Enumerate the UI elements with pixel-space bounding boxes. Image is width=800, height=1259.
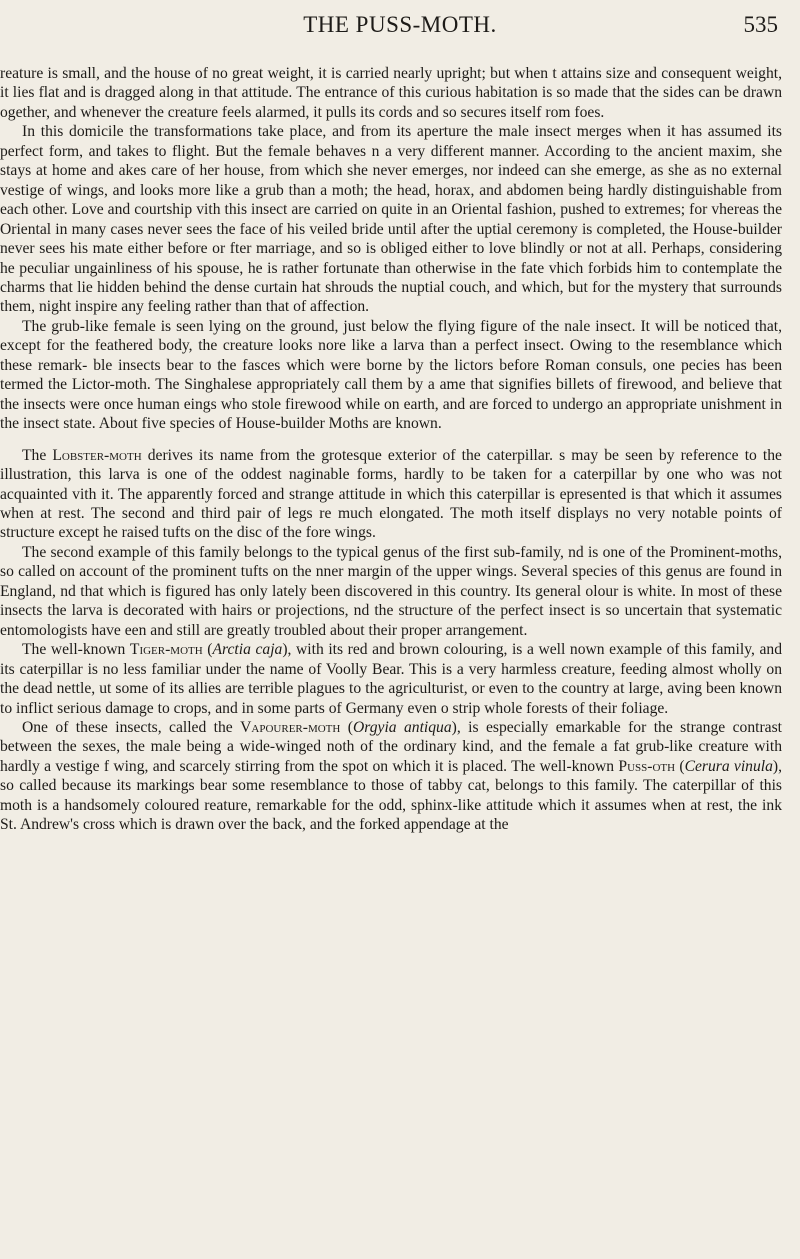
text-run: The grub-like female is seen lying on the ground, just below the flying figure of the nale insect. It will be noticed that, except for the feathered body, the creature looks nore like a larva than a perfect insect. Owing to the resemblance which these remark- ble insects bear to the fasces which were borne by the lictors before Roman consuls, one pecies has been termed the Lictor-moth. The Singhalese appropriately call them by a ame that signifies billets of firewood, and believe that the insects were once human eings who stole firewood while on earth, and are forced to undergo an appropriate unishment in the insect state. About five species of House-builder Moths are known.: [0, 317, 782, 433]
paragraph: [0, 446, 782, 543]
latin-name: Arctia caja: [212, 641, 283, 659]
running-title: THE PUSS-MOTH.: [303, 12, 497, 37]
body-text: [0, 64, 782, 835]
text-run: (: [340, 718, 353, 736]
small-caps-term: Tiger-moth: [129, 641, 203, 659]
paragraph: [0, 640, 782, 718]
paragraph: [0, 122, 782, 317]
text-run: The second example of this family belongs to the typical genus of the first sub-family, nd is one of the Prominent-moths, so called on account of the prominent tufts on the nner margin of the upper wings. Several species of this genus are found in England, nd that which is figured has only lately been discovered in this country. Its general olour is white. In most of these insects the larva is decorated with hairs or projections, nd the structure of the perfect insect is so uncertain that systematic entomologists have een and still are greatly troubled about their proper arrangement.: [0, 543, 782, 639]
paragraph: [0, 543, 782, 640]
small-caps-term: Vapourer-moth: [240, 718, 341, 736]
text-run: In this domicile the transformations take place, and from its aperture the male insect merges when it has assumed its perfect form, and takes to flight. But the female behaves n a very different manner. According to the ancient maxim, she stays at home and akes care of her house, from which she never emerges, nor indeed can she emerge, as she as no external vestige of wings, and looks more like a grub than a moth; the head, horax, and abdomen being hardly distinguishable from each other. Love and courtship vith this insect are carried on quite in an Oriental fashion, pushed to extremes; for vhereas the Oriental in many cases never sees the face of his veiled bride until after the uptial ceremony is completed, the House-builder never sees his mate either before or fter marriage, and so is obliged either to love blindly or not at all. Perhaps, considering he peculiar ungainliness of his spouse, he is rather fortunate than otherwise in the fate vhich forbids him to contemplate the charms that lie hidden behind the dense curtain hat shrouds the nuptial couch, and which, but for the mystery that surrounds them, night inspire any feeling rather than that of affection.: [0, 123, 782, 316]
page-number: 535: [743, 12, 778, 37]
latin-name: Orgyia antiqua: [352, 718, 452, 736]
paragraph: [0, 718, 782, 835]
text-run: (: [675, 757, 685, 775]
text-run: derives its name from the grotesque exterior of the caterpillar. s may be seen by reference to the illustration, this larva is one of the oddest naginable forms, hardly to be taken for a caterpillar by one who was not acquainted vith it. The apparently forced and strange attitude in which this caterpillar is epresented is that which it assumes when at rest. The second and third pair of legs re much elongated. The moth itself displays no very notable points of structure except he raised tufts on the disc of the fore wings.: [0, 446, 782, 542]
text-run: (: [202, 641, 213, 659]
paragraph: [0, 64, 782, 122]
text-run: One of these insects, called the: [22, 718, 241, 736]
running-head: [0, 0, 800, 56]
text-run: ), with its red and brown colouring, is a well nown example of this family, and its caterpillar is no less familiar under the name of Voolly Bear. This is a very harmless creature, feeding almost wholly on the dead nettle, ut some of its allies are terrible plagues to the agriculturist, or even to the country at large, aving been known to inflict serious damage to crops, and in some parts of Germany even o strip whole forests of their foliage.: [0, 641, 782, 717]
latin-name: Cerura vinula: [684, 757, 773, 775]
text-run: The: [22, 446, 53, 464]
small-caps-term: Lobster-moth: [52, 446, 142, 464]
small-caps-term: Puss-oth: [618, 757, 676, 775]
text-run: ), is especially emarkable for the strange contrast between the sexes, the male being a wide-winged noth of the ordinary kind, and the female a fat grub-like creature with hardly a vestige f wing, and scarcely stirring from the spot on which it is placed. The well-known: [0, 718, 782, 775]
text-run: reature is small, and the house of no great weight, it is carried nearly upright; but when t attains size and consequent weight, it lies flat and is dragged along in that attitude. The entrance of this curious habitation is so made that the sides can be drawn ogether, and whenever the creature feels alarmed, it pulls its cords and so secures itself rom foes.: [0, 65, 782, 121]
paragraph: [0, 317, 782, 434]
text-run: The well-known: [22, 641, 130, 659]
text-run: ), so called because its markings bear some resemblance to those of tabby cat, belongs to this family. The caterpillar of this moth is a handsomely coloured reature, remarkable for the odd, sphinx-like attitude which it assumes when at rest, the ink St. Andrew's cross which is drawn over the back, and the forked appendage at the: [0, 757, 783, 834]
